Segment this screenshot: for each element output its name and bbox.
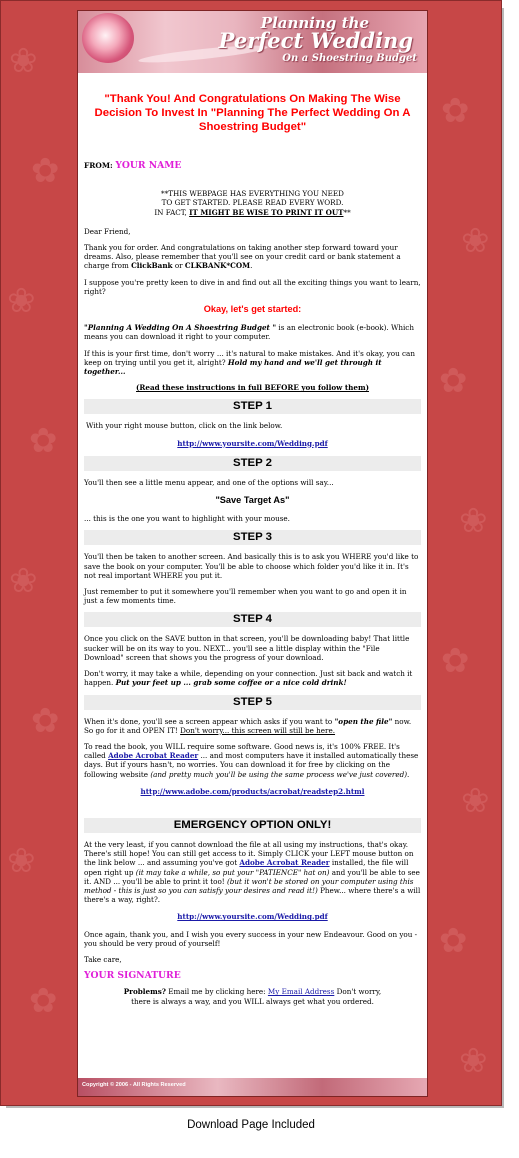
firsttime-emphasis: Hold my hand and we'll get through it together... — [84, 357, 382, 377]
footer-banner — [78, 1078, 427, 1096]
tulip-decoration: ❀ — [9, 41, 38, 81]
clkbank-label: CLKBANK*COM — [184, 261, 251, 271]
notice-line3 — [84, 208, 421, 217]
read-instructions — [84, 383, 421, 392]
problems-text2: Don't worry, — [336, 987, 382, 997]
firsttime-text: If this is your first time, don't worry ... it's natural to make mistakes. And it's okay, you can keep on trying until you get it, alright? — [84, 348, 415, 367]
image-caption: Download Page Included — [187, 1119, 315, 1131]
page-headline: "Thank You! And Congratulations On Making The Wise Decision To Invest In "Planning The Perfect Wedding On A Shoestring Budget" — [94, 93, 411, 133]
emergency-wedding-link[interactable]: http://www.yoursite.com/Wedding.pdf — [177, 912, 328, 922]
tulip-decoration: ✿ — [441, 641, 470, 681]
wedding-pdf-link[interactable]: http://www.yoursite.com/Wedding.pdf — [177, 438, 328, 448]
step-5-text1: When it's done, you'll see a screen appear which asks if you want to — [84, 716, 333, 726]
problems-line1 — [84, 987, 421, 996]
emergency-text3: and you'll be able to see it. AND ... you'll be able to print it too! — [84, 867, 420, 886]
step-5-text — [84, 717, 421, 735]
started-heading: Okay, let's get started: — [203, 304, 302, 315]
problems-line2: there is always a way, and you WILL always get what you ordered. — [131, 996, 374, 1006]
notice-line2: TO GET STARTED. PLEASE READ EVERY WORD. — [161, 198, 344, 208]
software-italic: (and pretty much you'll be using the same process we've just covered). — [150, 769, 410, 779]
from-label: FROM: — [84, 161, 113, 170]
step-4-wait-text: Don't worry, it may take a while, depending on your connection. Just sit back and watch it happen. — [84, 669, 413, 688]
tulip-decoration: ❀ — [461, 781, 490, 821]
adobe-acrobat-link-2[interactable]: Adobe Acrobat Reader — [239, 858, 330, 868]
step-4-wait — [84, 669, 421, 687]
problems-text1: Email me by clicking here: — [168, 987, 266, 997]
from-line — [84, 161, 421, 170]
step-2-after: ... this is the one you want to highlight with your mouse. — [84, 514, 290, 524]
emergency-italic1: (it may take a while, so put your "PATIENCE" hat on) — [135, 867, 330, 877]
banner-title-line1: Planning the — [260, 14, 369, 32]
step-2-text: You'll then see a little menu appear, and one of the options will say... — [84, 477, 334, 487]
save-target-as-label: "Save Target As" — [215, 495, 290, 506]
step-3-text: You'll then be taken to another screen. And basically this is to ask you WHERE you'd like to save the book on your computer. You'll be able to choose which folder you'd like it in. It's not real important WHERE you put it. — [84, 552, 419, 580]
clickbank-label: ClickBank — [131, 261, 173, 271]
tulip-decoration: ❀ — [461, 221, 490, 261]
page-body — [78, 92, 427, 1006]
problems-label: Problems? — [123, 987, 166, 997]
notice-suffix: ** — [343, 207, 351, 217]
step-5-underline: Don't worry... this screen will still be here. — [180, 725, 336, 735]
banner-title-line2: Perfect Wedding — [218, 28, 413, 53]
step-4-text: Once you click on the SAVE button in that screen, you'll be downloading baby! That little sucker will be on its way to you. NEXT... you'll see a little display within the "File Download" screen that shows you the progress of your download. — [84, 634, 410, 662]
tulip-decoration: ✿ — [29, 981, 58, 1021]
greeting: Dear Friend, — [84, 226, 131, 236]
tulip-decoration: ✿ — [31, 151, 60, 191]
step-3-heading: STEP 3 — [84, 530, 421, 545]
notice-emphasis: IT MIGHT BE WISE TO PRINT IT OUT — [189, 207, 344, 217]
tulip-decoration: ✿ — [439, 921, 468, 961]
rose-image — [82, 13, 134, 63]
emergency-heading: EMERGENCY OPTION ONLY! — [84, 818, 421, 833]
tulip-decoration: ✿ — [29, 421, 58, 461]
closing-paragraph: Once again, thank you, and I wish you every success in your new Endeavour. Good on you - you should be very proud of yourself! — [84, 929, 418, 948]
firsttime-paragraph — [84, 349, 421, 377]
software-text2: ... and most computers have it installed automatically these days. But if yours hasn't, no worries. You can download it for free by clicking on the following website — [84, 751, 419, 779]
notice-prefix: IN FACT, — [154, 207, 187, 217]
tulip-decoration: ❀ — [9, 561, 38, 601]
tulip-decoration: ❀ — [7, 841, 36, 881]
step-2-heading: STEP 2 — [84, 456, 421, 471]
problems-note — [84, 987, 421, 1005]
emergency-italic2: (but it won't be stored on your computer using this method - this is just so you can satisfy your desires and read it!) — [84, 876, 414, 895]
header-banner — [78, 11, 427, 73]
thanks-paragraph — [84, 243, 421, 271]
signature: YOUR SIGNATURE — [84, 970, 181, 982]
emergency-text4: Phew... where there's a will there's a way, right?. — [84, 885, 421, 905]
adobe-acrobat-link[interactable]: Adobe Acrobat Reader — [108, 751, 199, 761]
emergency-text1: At the very least, if you cannot download the file at all using my instructions, that's okay. There's still hope! You can still get access to it. Simply CLICK your LEFT mouse button on the link below ... and assuming you've got — [84, 839, 414, 868]
emergency-paragraph — [84, 840, 421, 904]
step-5-emphasis: "open the file" — [334, 716, 393, 726]
keen-paragraph: I suppose you're pretty keen to dive in and find out all the exciting things you want to learn, right? — [84, 277, 421, 296]
take-care: Take care, — [84, 954, 122, 964]
software-paragraph — [84, 742, 421, 779]
tulip-decoration: ✿ — [31, 701, 60, 741]
download-page — [77, 10, 428, 1097]
step-1-heading: STEP 1 — [84, 399, 421, 414]
step-5-text2: now. So go for it and OPEN IT! — [84, 716, 412, 735]
read-instructions-text: (Read these instructions in full BEFORE you follow them) — [136, 383, 369, 393]
copyright-text: Copyright © 2006 - All Rights Reserved — [82, 1082, 186, 1088]
email-link[interactable]: My Email Address — [267, 987, 335, 997]
step-4-wait-emphasis: Put your feet up ... grab some coffee or a nice cold drink! — [115, 678, 347, 688]
from-name: YOUR NAME — [115, 160, 182, 171]
print-notice — [84, 189, 421, 217]
step-3-remember: Just remember to put it somewhere you'll remember when you want to go and open it in just a few moments time. — [84, 587, 407, 606]
step-4-heading: STEP 4 — [84, 612, 421, 627]
step-5-heading: STEP 5 — [84, 695, 421, 710]
banner-title-line3: On a Shoestring Budget — [282, 53, 417, 64]
emergency-text2: installed, the file will open right up — [84, 858, 409, 877]
notice-line1: **THIS WEBPAGE HAS EVERYTHING YOU NEED — [161, 189, 344, 199]
ebook-text: is an electronic book (e-book). Which means you can download it right to your computer. — [84, 323, 414, 342]
ebook-title: "Planning A Wedding On A Shoestring Budget " — [84, 323, 277, 333]
ebook-paragraph — [84, 323, 421, 341]
tulip-decoration: ✿ — [441, 91, 470, 131]
tulip-decoration: ❀ — [459, 1041, 488, 1081]
thanks-end: . — [250, 261, 253, 271]
adobe-download-link[interactable]: http://www.adobe.com/products/acrobat/readstep2.html — [140, 786, 365, 796]
tulip-decoration: ❀ — [7, 281, 36, 321]
thanks-text: Thank you for order. And congratulations on taking another step forward toward your dreams. Also, please remember that you'll see on your credit card or bank statement a charge from — [84, 243, 401, 271]
thanks-or: or — [174, 261, 183, 271]
software-text1: To read the book, you WILL require some software. Good news is, it's 100% FREE. It's called — [84, 741, 400, 761]
step-1-text: With your right mouse button, click on the link below. — [86, 421, 283, 431]
tulip-decoration: ❀ — [459, 501, 488, 541]
tulip-decoration: ✿ — [439, 361, 468, 401]
